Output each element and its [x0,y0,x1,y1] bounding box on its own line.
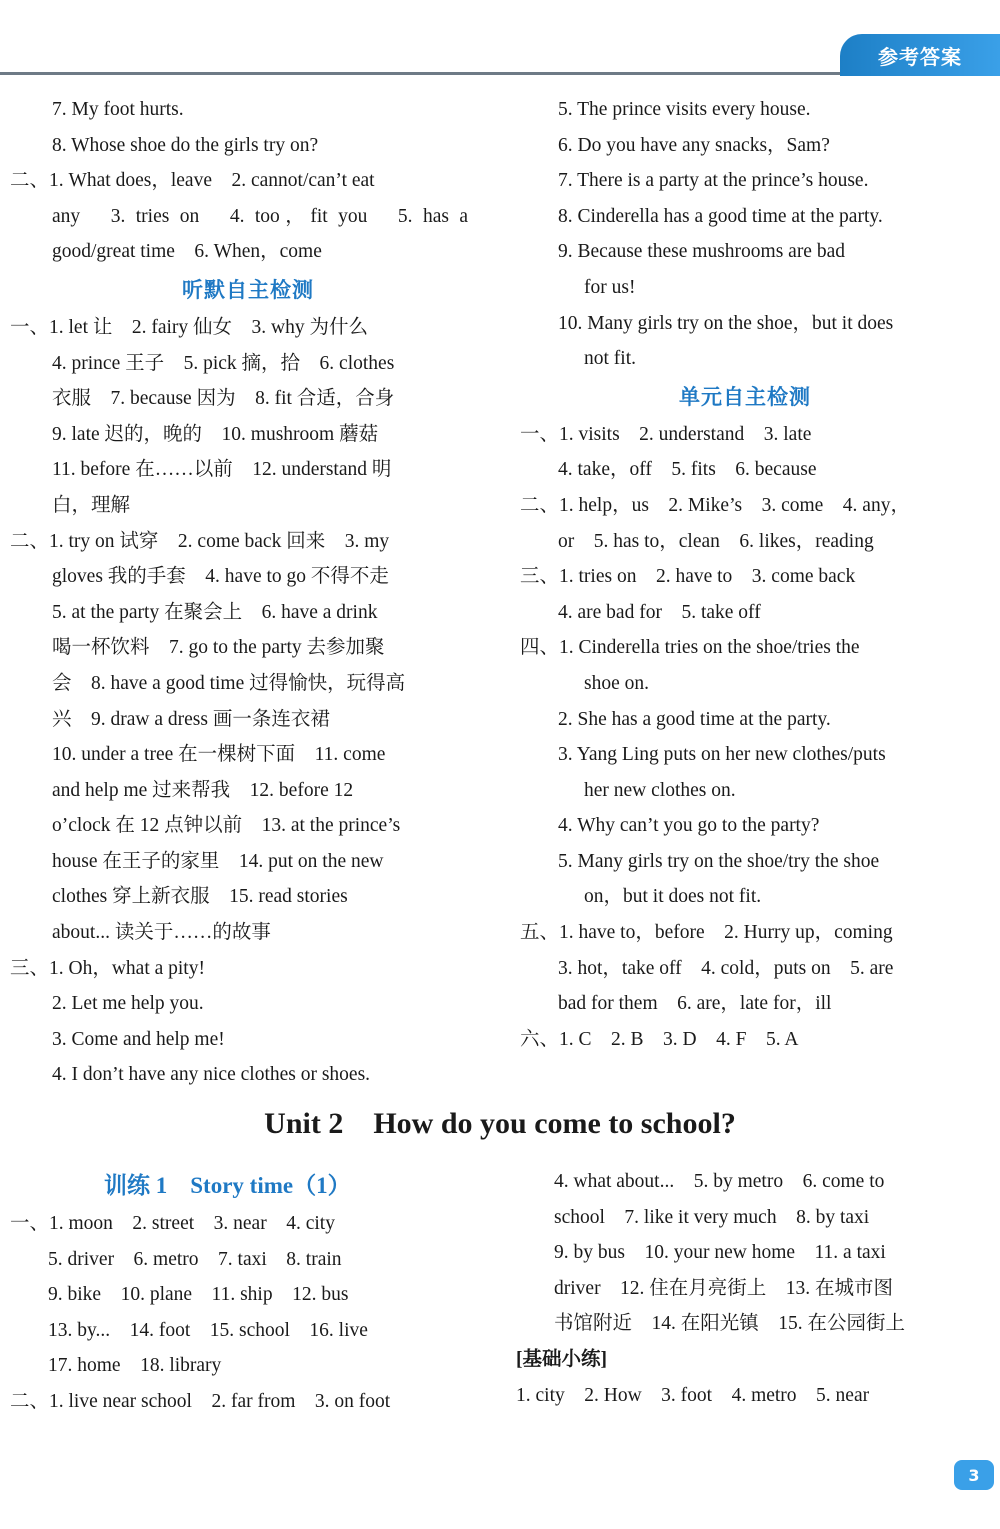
answer-line: driver 12. 住在月亮街上 13. 在城市图 [554,1277,894,1299]
answer-line: good/great time 6. When，come [52,241,322,263]
answer-line: 3. Come and help me! [52,1028,225,1050]
answer-line: about... 读关于……的故事 [52,922,271,944]
answer-line: 兴 9. draw a dress 画一条连衣裙 [52,708,330,730]
answer-line: 喝一杯饮料 7. go to the party 去参加聚 [52,637,385,659]
answer-line: 衣服 7. because 因为 8. fit 合适，合身 [52,388,395,410]
answer-line: or 5. has to，clean 6. likes，reading [558,530,874,552]
answer-line: 5. Many girls try on the shoe/try the shoe [558,850,880,872]
answer-line: 5. driver 6. metro 7. taxi 8. train [48,1248,342,1270]
answer-line: 11. before 在……以前 12. understand 明 [52,459,392,481]
answer-line: 10. under a tree 在一棵树下面 11. come [52,744,386,766]
answer-line: 一、1. visits 2. understand 3. late [520,423,812,445]
answer-line: 2. She has a good time at the party. [558,708,831,730]
unit-title: Unit 2 How do you come to school? [264,1107,736,1140]
answer-line: 4. take，off 5. fits 6. because [558,459,817,481]
section-heading: 单元自主检测 [679,384,811,409]
answer-line: house 在王子的家里 14. put on the new [52,850,384,872]
answer-line: 6. Do you have any snacks，Sam? [558,134,830,156]
practice-label: [基础小练] [516,1348,607,1370]
answer-line: 7. My foot hurts. [52,99,184,120]
answer-line: 书馆附近 14. 在阳光镇 15. 在公园街上 [554,1313,906,1335]
header-rule [0,72,850,75]
answer-line: 4. Why can’t you go to the party? [558,815,820,837]
answer-line: 3. Yang Ling puts on her new clothes/puts [558,744,886,766]
left-column-bottom [10,1206,470,1420]
answer-line: 8. Whose shoe do the girls try on? [52,134,319,156]
answer-line: not fit. [584,348,636,370]
answer-line: school 7. like it very much 8. by taxi [554,1206,870,1228]
answer-line: 一、1. let 让 2. fairy 仙女 3. why 为什么 [10,316,369,338]
answer-line: 4. prince 王子 5. pick 摘，拾 6. clothes [52,352,395,374]
answer-line: 1. city 2. How 3. foot 4. metro 5. near [516,1384,870,1406]
answer-line: 二、1. live near school 2. far from 3. on foot [10,1390,391,1412]
answer-line: o’clock 在 12 点钟以前 13. at the prince’s [52,815,401,837]
section-heading: 听默自主检测 [182,277,314,302]
answer-line: 一、1. moon 2. street 3. near 4. city [10,1213,335,1234]
page-number: 3 [954,1460,994,1490]
answer-line: 2. Let me help you. [52,993,204,1015]
answer-line: 六、1. C 2. B 3. D 4. F 5. A [520,1028,799,1050]
answer-line: any 3. tries on 4. too，fit you 5. has a [52,205,468,227]
answer-line: 二、1. help，us 2. Mike’s 3. come 4. any， [520,494,910,516]
answer-line: 13. by... 14. foot 15. school 16. live [48,1319,368,1341]
answer-line: and help me 过来帮我 12. before 12 [52,779,354,801]
answer-line: 白，理解 [52,494,131,516]
answer-line: 5. The prince visits every house. [558,99,811,120]
answer-line: 4. I don’t have any nice clothes or shoes. [52,1064,371,1086]
answer-line: 5. at the party 在聚会上 6. have a drink [52,601,378,623]
answer-key-tab: 参考答案 [840,34,1000,76]
answer-line: 三、1. Oh，what a pity! [10,957,205,979]
answer-line: 17. home 18. library [48,1355,222,1377]
left-column [10,92,468,1093]
answer-line: gloves 我的手套 4. have to go 不得不走 [52,566,389,588]
answer-line: 3. hot，take off 4. cold，puts on 5. are [558,957,894,979]
answer-line: 9. late 迟的，晚的 10. mushroom 蘑菇 [52,423,379,445]
answer-line: her new clothes on. [584,779,736,801]
answer-line: on，but it does not fit. [584,886,762,908]
answer-line: 7. There is a party at the prince’s house. [558,170,869,192]
answer-line: 10. Many girls try on the shoe，but it does [558,312,894,334]
answer-line: bad for them 6. are，late for，ill [558,993,832,1015]
answer-line: for us! [584,276,636,298]
answer-line: 4. what about... 5. by metro 6. come to [554,1171,885,1192]
answer-line: 9. Because these mushrooms are bad [558,241,845,263]
answer-line: clothes 穿上新衣服 15. read stories [52,886,348,908]
answer-line: 9. by bus 10. your new home 11. a taxi [554,1242,886,1264]
answer-line: 会 8. have a good time 过得愉快，玩得高 [52,672,406,694]
answer-line: 4. are bad for 5. take off [558,601,761,623]
right-column-bottom [516,1164,976,1413]
answer-line: 二、1. What does，leave 2. cannot/can’t eat [10,170,375,192]
lesson-title: 训练 1 Story time（1） [104,1173,351,1198]
answer-line: 四、1. Cinderella tries on the shoe/tries the [520,637,860,659]
answer-line: 9. bike 10. plane 11. ship 12. bus [48,1284,349,1306]
right-column [520,92,970,1057]
answer-line: 三、1. tries on 2. have to 3. come back [520,566,856,588]
answer-line: 五、1. have to，before 2. Hurry up，coming [520,922,893,944]
answer-line: 二、1. try on 试穿 2. come back 回来 3. my [10,530,390,552]
answer-line: shoe on. [584,672,649,694]
answer-line: 8. Cinderella has a good time at the party. [558,205,883,227]
